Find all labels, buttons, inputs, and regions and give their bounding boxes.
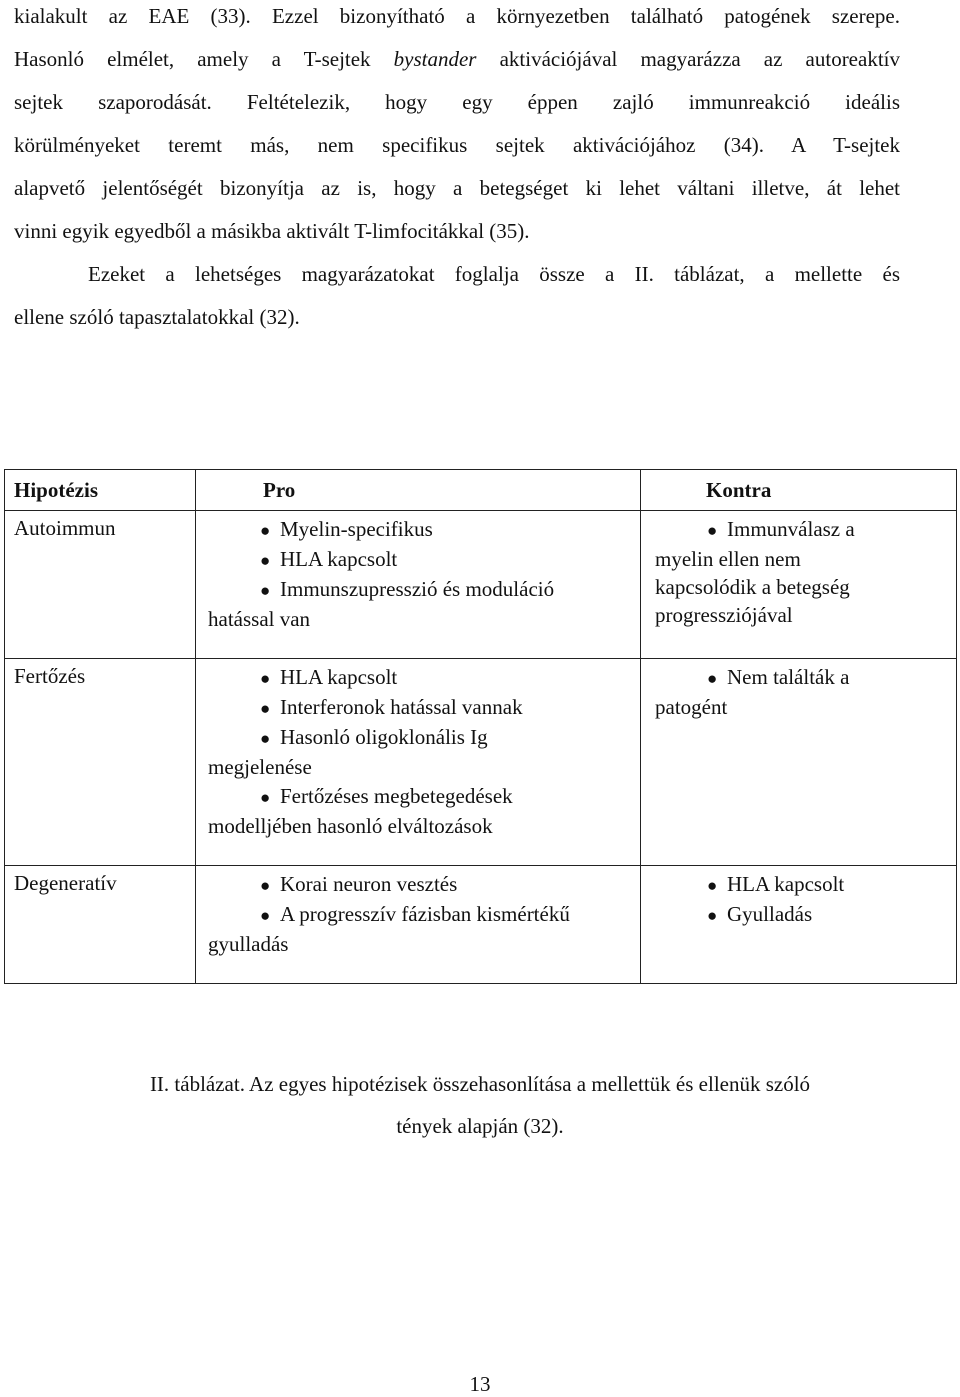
bullet-icon: ● xyxy=(260,551,271,570)
bullet-icon: ● xyxy=(707,521,718,540)
bullet-item xyxy=(208,575,640,605)
cell-text: Fertőzéses megbetegedések xyxy=(280,784,513,808)
paragraph-line: kialakult az EAE (33). Ezzel bizonyítható a környezetben található patogének szerepe. xyxy=(14,4,900,28)
kontra-cell xyxy=(641,866,957,984)
bullet-icon: ● xyxy=(260,521,271,540)
cell-text: myelin ellen nem xyxy=(655,547,801,571)
cell-text: HLA kapcsolt xyxy=(280,547,398,571)
paragraph-line: Ezeket a lehetséges magyarázatokat foglalja össze a II. táblázat, a mellette és xyxy=(88,262,900,286)
cell-text: Hasonló oligoklonális Ig xyxy=(280,725,488,749)
page-number: 13 xyxy=(469,1372,491,1396)
table-header-row xyxy=(5,470,957,511)
cell-text: modelljében hasonló elváltozások xyxy=(208,814,493,838)
hypothesis-cell xyxy=(5,659,196,866)
bullet-item xyxy=(655,663,956,693)
bullet-icon: ● xyxy=(260,669,271,688)
paragraph-line: vinni egyik egyedből a másikba aktivált T-limfocitákkal (35). xyxy=(14,219,530,243)
bullet-item xyxy=(208,870,640,900)
cell-text: progressziójával xyxy=(655,603,793,627)
table-caption-line-1: II. táblázat. Az egyes hipotézisek összehasonlítása a mellettük és ellenük szóló xyxy=(149,1072,811,1096)
bullet-item xyxy=(208,693,640,723)
bullet-icon: ● xyxy=(707,906,718,925)
header-hypothesis: Hipotézis xyxy=(5,470,196,511)
table-row xyxy=(5,866,957,984)
bullet-item xyxy=(208,900,640,930)
kontra-cell xyxy=(641,511,957,659)
bullet-icon: ● xyxy=(260,699,271,718)
pro-cell xyxy=(196,866,641,984)
header-pro: Pro xyxy=(196,470,641,511)
continuation-line xyxy=(655,601,956,629)
continuation-line xyxy=(655,545,956,573)
text-segment: aktivációjával magyarázza az autoreaktív xyxy=(476,47,900,71)
continuation-line xyxy=(655,693,956,721)
hypothesis-cell xyxy=(5,866,196,984)
continuation-line xyxy=(208,812,640,841)
bullet-icon: ● xyxy=(260,876,271,895)
cell-text: Gyulladás xyxy=(727,902,813,926)
hypothesis-label: Fertőzés xyxy=(14,664,86,688)
paragraph-line: körülményeket teremt más, nem specifikus sejtek aktivációjához (34). A T-sejtek xyxy=(14,133,900,157)
table-row xyxy=(5,511,957,659)
cell-text: Myelin-specifikus xyxy=(280,517,433,541)
cell-text: gyulladás xyxy=(208,932,289,956)
continuation-line xyxy=(208,753,640,782)
cell-text: Immunszupresszió és moduláció xyxy=(280,577,555,601)
header-kontra: Kontra xyxy=(641,470,957,511)
bullet-item xyxy=(655,900,956,930)
paragraph-line: alapvető jelentőségét bizonyítja az is, hogy a betegséget ki lehet váltani illetve, át lehet xyxy=(14,176,900,200)
hypothesis-cell xyxy=(5,511,196,659)
cell-text: Nem találták a xyxy=(727,665,850,689)
bullet-icon: ● xyxy=(707,876,718,895)
cell-text: kapcsolódik a betegség xyxy=(655,575,850,599)
text-segment: Hasonló elmélet, amely a T-sejtek xyxy=(14,47,394,71)
cell-text: Immunválasz a xyxy=(727,517,855,541)
cell-text: Interferonok hatással vannak xyxy=(280,695,523,719)
pro-cell xyxy=(196,659,641,866)
table-caption-line-2: tények alapján (32). xyxy=(396,1114,564,1138)
kontra-cell xyxy=(641,659,957,866)
cell-text: HLA kapcsolt xyxy=(727,872,845,896)
bullet-item xyxy=(655,870,956,900)
continuation-line xyxy=(208,605,640,634)
hypothesis-label: Autoimmun xyxy=(14,516,116,540)
cell-text: Korai neuron vesztés xyxy=(280,872,458,896)
continuation-line xyxy=(655,573,956,601)
bullet-item xyxy=(208,723,640,753)
pro-cell xyxy=(196,511,641,659)
italic-term: bystander xyxy=(393,47,477,71)
bullet-icon: ● xyxy=(260,906,271,925)
hypothesis-table xyxy=(4,469,957,984)
bullet-item xyxy=(208,515,640,545)
bullet-icon: ● xyxy=(260,788,271,807)
bullet-item xyxy=(208,663,640,693)
paragraph-line: ellene szóló tapasztalatokkal (32). xyxy=(14,305,300,329)
paragraph-line xyxy=(14,46,900,89)
hypothesis-label: Degeneratív xyxy=(14,871,117,895)
cell-text: megjelenése xyxy=(208,755,312,779)
bullet-item xyxy=(208,545,640,575)
paragraph-line: sejtek szaporodását. Feltételezik, hogy egy éppen zajló immunreakció ideális xyxy=(14,90,900,114)
bullet-item xyxy=(208,782,640,812)
continuation-line xyxy=(208,930,640,959)
cell-text: A progresszív fázisban kismértékű xyxy=(280,902,570,926)
cell-text: HLA kapcsolt xyxy=(280,665,398,689)
table-row xyxy=(5,659,957,866)
cell-text: hatással van xyxy=(208,607,311,631)
bullet-icon: ● xyxy=(260,581,271,600)
cell-text: patogént xyxy=(655,695,728,719)
bullet-item xyxy=(655,515,956,545)
bullet-icon: ● xyxy=(707,669,718,688)
bullet-icon: ● xyxy=(260,729,271,748)
